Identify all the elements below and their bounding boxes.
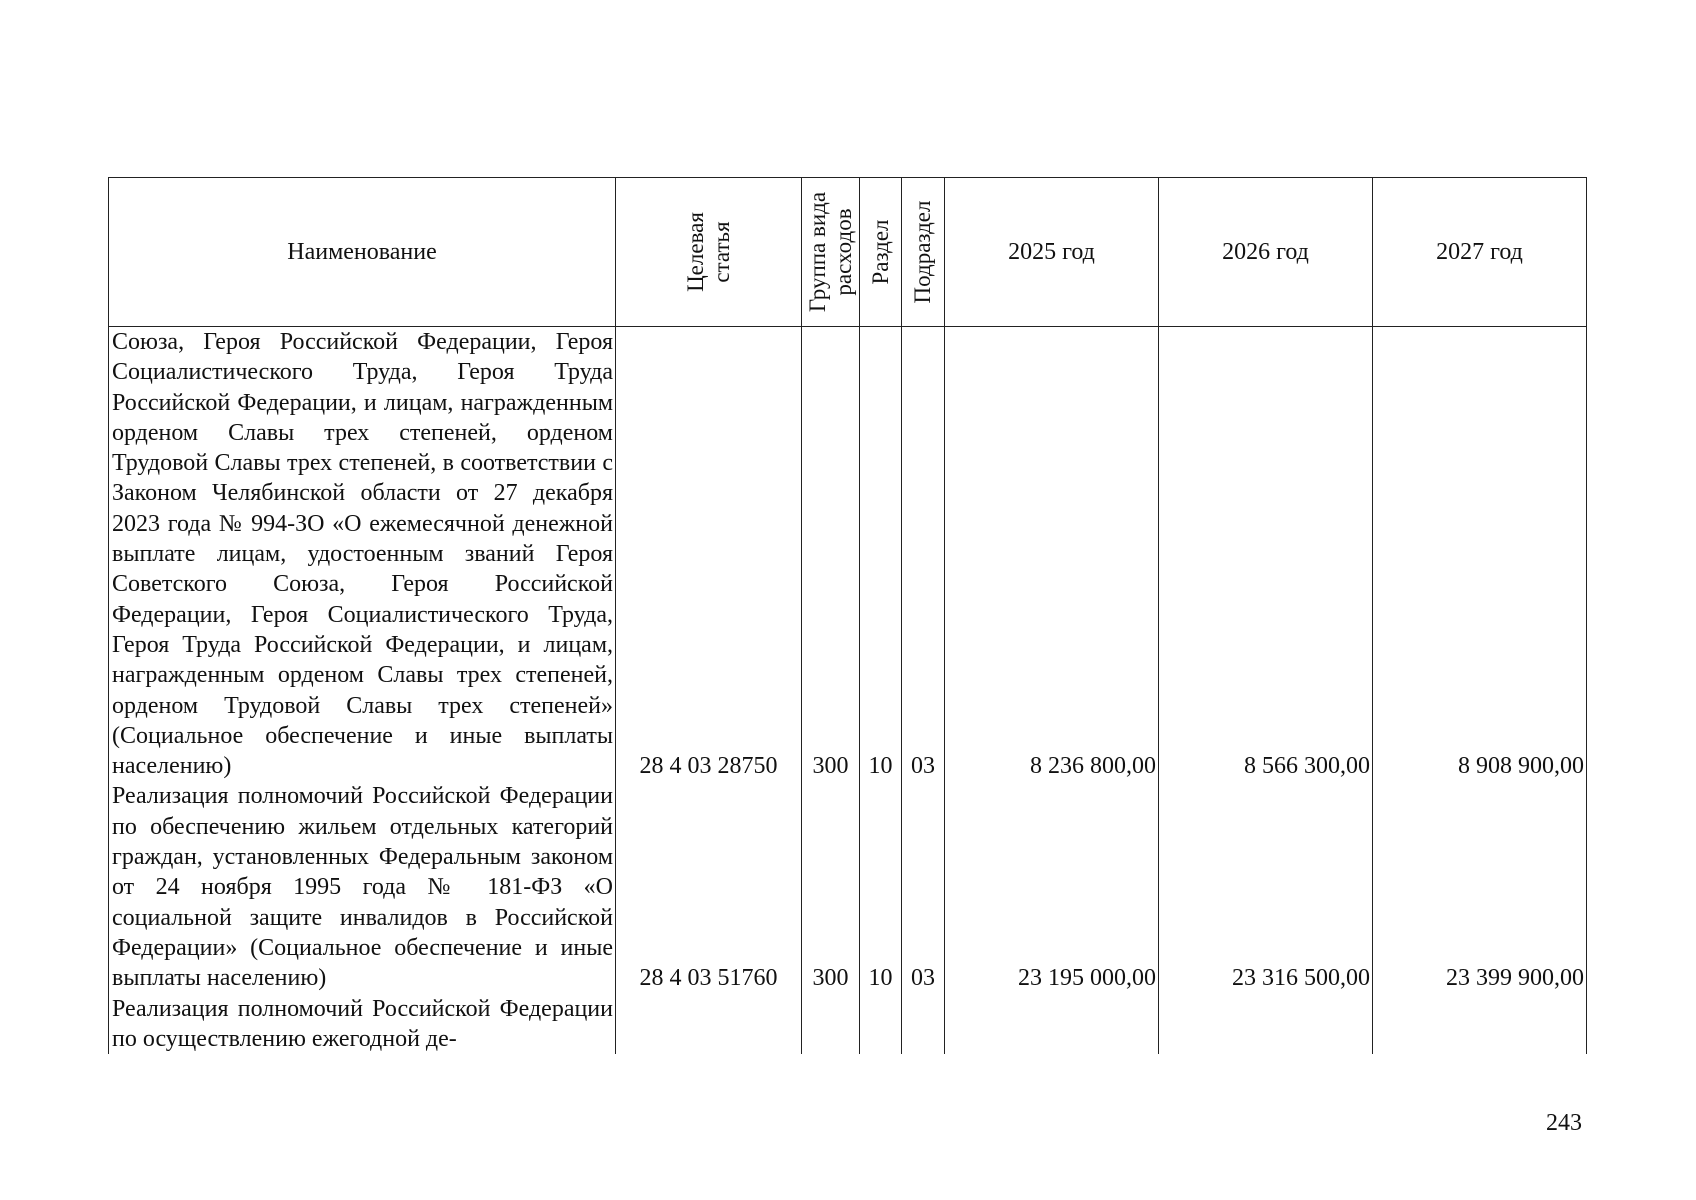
table-row [109, 327, 1587, 782]
row-amount-2026 [1159, 994, 1373, 1055]
header-year-2027: 2027 год [1373, 178, 1587, 327]
row-target-article: 28 4 03 28750 [616, 327, 802, 782]
header-target-article [616, 178, 802, 327]
row-name-text: Союза, Героя Российской Федерации, Героя Социалистического Труда, Героя Труда Российской Федерации, и лицам, награжденным орденом Славы трех степеней, орденом Трудовой Славы трех степеней, в соответствии с Законом Челябинской области от 27 декабря 2023 года № 994-ЗО «О ежемесячной денежной выплате лицам, удостоенным званий Героя Советского Союза, Героя Российской Федерации, Героя Социалистического Труда, Героя Труда Российской Федерации, и лицам, награжденным орденом Славы трех степеней, орденом Трудовой Славы трех степеней» (Социальное обеспечение и иные выплаты населению) [112, 329, 613, 780]
header-year-2025: 2025 год [945, 178, 1159, 327]
header-target-line2: статья [708, 221, 734, 283]
row-name-text: Реализация полномочий Российской Федерации по осуществлению ежегодной де- [112, 995, 613, 1052]
row-amount-2027: 8 908 900,00 [1373, 327, 1587, 782]
header-subsection [902, 178, 945, 327]
header-expense-group [802, 178, 860, 327]
row-amount-2025: 23 195 000,00 [945, 781, 1159, 993]
row-amount-2026: 23 316 500,00 [1159, 781, 1373, 993]
row-subsection [902, 994, 945, 1055]
header-target-line1: Целевая [682, 212, 708, 292]
row-name [109, 781, 616, 993]
row-name [109, 994, 616, 1055]
row-amount-2026: 8 566 300,00 [1159, 327, 1373, 782]
table-row [109, 994, 1587, 1055]
row-expense-group: 300 [802, 327, 860, 782]
header-group-line1: Группа вида [804, 191, 830, 313]
row-name [109, 327, 616, 782]
row-amount-2025 [945, 994, 1159, 1055]
row-amount-2027 [1373, 994, 1587, 1055]
header-group-line2: расходов [830, 208, 856, 296]
row-target-article [616, 994, 802, 1055]
row-expense-group: 300 [802, 781, 860, 993]
row-section [860, 994, 902, 1055]
table-row [109, 781, 1587, 993]
row-amount-2027: 23 399 900,00 [1373, 781, 1587, 993]
budget-table [108, 177, 1587, 1054]
row-target-article: 28 4 03 51760 [616, 781, 802, 993]
row-section: 10 [860, 781, 902, 993]
page-number: 243 [1546, 1110, 1582, 1136]
table-header-row [109, 178, 1587, 327]
row-name-text: Реализация полномочий Российской Федерации по обеспечению жильем отдельных категорий граждан, установленных Федеральным законом от 24 ноября 1995 года № 181-ФЗ «О социальной защите инвалидов в Российской Федерации» (Социальное обеспечение и иные выплаты населению) [112, 783, 613, 992]
header-name: Наименование [109, 178, 616, 327]
header-subsection-label: Подраздел [910, 200, 935, 304]
row-subsection: 03 [902, 327, 945, 782]
header-section [860, 178, 902, 327]
row-section: 10 [860, 327, 902, 782]
header-section-label: Раздел [867, 219, 893, 285]
row-expense-group [802, 994, 860, 1055]
header-year-2026: 2026 год [1159, 178, 1373, 327]
row-subsection: 03 [902, 781, 945, 993]
row-amount-2025: 8 236 800,00 [945, 327, 1159, 782]
